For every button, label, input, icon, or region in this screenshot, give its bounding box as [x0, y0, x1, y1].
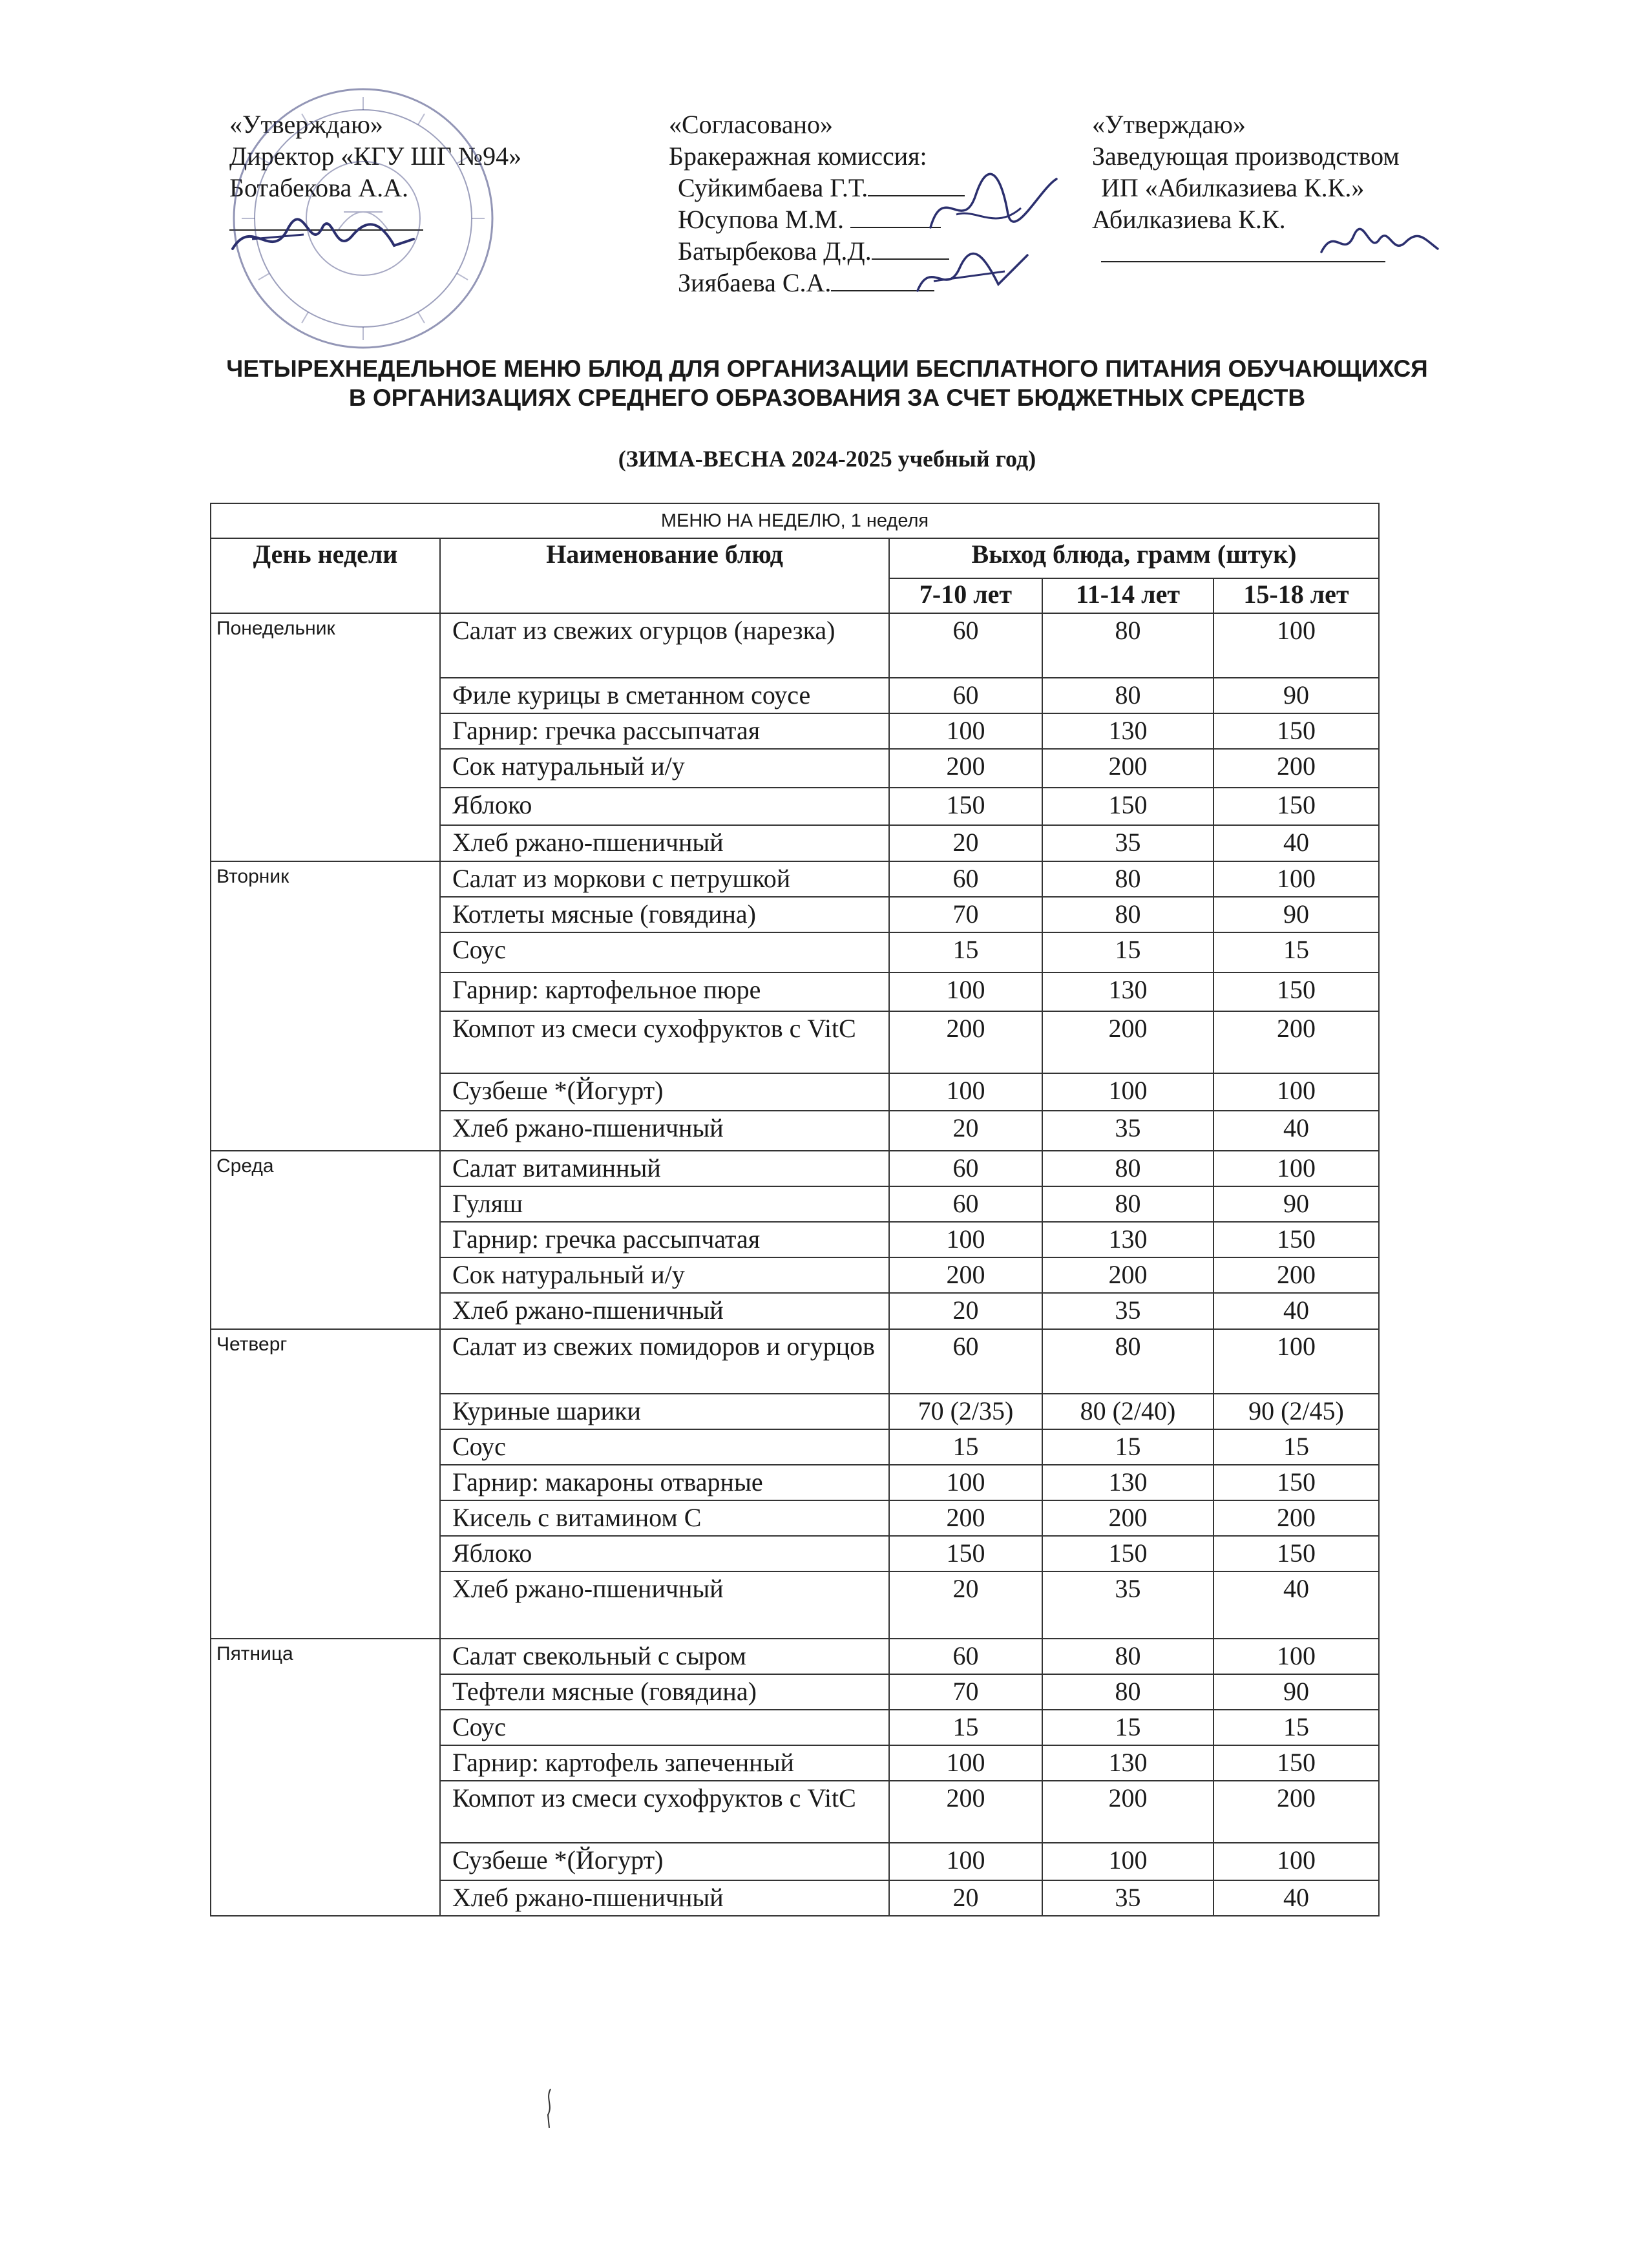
- portion-value-cell: 20: [889, 1111, 1042, 1151]
- header-age-group: 11-14 лет: [1042, 578, 1213, 613]
- portion-value-cell: 200: [1213, 1257, 1379, 1293]
- portion-value-cell: 100: [1213, 1073, 1379, 1111]
- header-age-group: 15-18 лет: [1213, 578, 1379, 613]
- portion-value-cell: 200: [1042, 749, 1213, 788]
- portion-value-cell: 80: [1042, 678, 1213, 713]
- dish-name-cell: Сузбеше *(Йогурт): [440, 1073, 889, 1111]
- portion-value-cell: 150: [1213, 972, 1379, 1011]
- signature-line: [1101, 235, 1385, 262]
- portion-value-cell: 35: [1042, 825, 1213, 861]
- header-yield: Выход блюда, грамм (штук): [889, 538, 1379, 578]
- portion-value-cell: 130: [1042, 1222, 1213, 1257]
- dish-name-cell: Гарнир: картофельное пюре: [440, 972, 889, 1011]
- portion-value-cell: 100: [1213, 613, 1379, 678]
- portion-value-cell: 90 (2/45): [1213, 1394, 1379, 1429]
- dish-name-cell: Хлеб ржано-пшеничный: [440, 1111, 889, 1151]
- day-of-week-cell: Понедельник: [211, 613, 440, 861]
- portion-value-cell: 100: [889, 1745, 1042, 1781]
- portion-value-cell: 80: [1042, 1151, 1213, 1186]
- portion-value-cell: 40: [1213, 1111, 1379, 1151]
- dish-name-cell: Сок натуральный и/у: [440, 749, 889, 788]
- portion-value-cell: 100: [1213, 861, 1379, 897]
- portion-value-cell: 90: [1213, 897, 1379, 932]
- approval-heading: «Согласовано»: [669, 110, 834, 139]
- portion-value-cell: 100: [1213, 1151, 1379, 1186]
- portion-value-cell: 60: [889, 861, 1042, 897]
- portion-value-cell: 70: [889, 897, 1042, 932]
- portion-value-cell: 200: [889, 1011, 1042, 1073]
- portion-value-cell: 40: [1213, 1293, 1379, 1329]
- header-age-group: 7-10 лет: [889, 578, 1042, 613]
- portion-value-cell: 150: [1042, 788, 1213, 825]
- dish-name-cell: Соус: [440, 932, 889, 972]
- portion-value-cell: 40: [1213, 1880, 1379, 1916]
- portion-value-cell: 90: [1213, 1674, 1379, 1710]
- portion-value-cell: 60: [889, 1151, 1042, 1186]
- signature-line: [850, 207, 941, 228]
- portion-value-cell: 70 (2/35): [889, 1394, 1042, 1429]
- table-row: [211, 861, 1379, 897]
- dish-name-cell: Сок натуральный и/у: [440, 1257, 889, 1293]
- dish-name-cell: Салат витаминный: [440, 1151, 889, 1186]
- portion-value-cell: 100: [1213, 1329, 1379, 1394]
- commission-label: Бракеражная комиссия:: [669, 142, 927, 171]
- portion-value-cell: 60: [889, 613, 1042, 678]
- portion-value-cell: 15: [1042, 932, 1213, 972]
- portion-value-cell: 130: [1042, 1465, 1213, 1500]
- dish-name-cell: Соус: [440, 1710, 889, 1745]
- portion-value-cell: 15: [1042, 1429, 1213, 1465]
- approval-director: [229, 109, 521, 238]
- portion-value-cell: 80: [1042, 1329, 1213, 1394]
- portion-value-cell: 20: [889, 825, 1042, 861]
- approval-commission: [669, 109, 965, 299]
- portion-value-cell: 40: [1213, 825, 1379, 861]
- day-of-week-cell: Пятница: [211, 1639, 440, 1916]
- day-of-week-cell: Вторник: [211, 861, 440, 1151]
- dish-name-cell: Филе курицы в сметанном соусе: [440, 678, 889, 713]
- table-row: [211, 1329, 1379, 1394]
- page-title: ЧЕТЫРЕХНЕДЕЛЬНОЕ МЕНЮ БЛЮД ДЛЯ ОРГАНИЗАЦИИ БЕСПЛАТНОГО ПИТАНИЯ ОБУЧАЮЩИХСЯ В ОРГАНИЗАЦИЯХ СРЕДНЕГО ОБРАЗОВАНИЯ ЗА СЧЕТ БЮДЖЕТНЫХ СРЕДСТВ: [226, 355, 1428, 411]
- header-day: День недели: [211, 538, 440, 613]
- approval-position: Директор «КГУ ШГ №94»: [229, 142, 522, 171]
- dish-name-cell: Компот из смеси сухофруктов с VitC: [440, 1011, 889, 1073]
- dish-name-cell: Гарнир: картофель запеченный: [440, 1745, 889, 1781]
- portion-value-cell: 130: [1042, 972, 1213, 1011]
- signature-line: [868, 176, 965, 196]
- dish-name-cell: Хлеб ржано-пшеничный: [440, 825, 889, 861]
- portion-value-cell: 100: [1042, 1843, 1213, 1880]
- portion-value-cell: 80: [1042, 861, 1213, 897]
- approval-name: Ботабекова А.А.: [229, 173, 409, 202]
- dish-name-cell: Компот из смеси сухофруктов с VitC: [440, 1781, 889, 1843]
- portion-value-cell: 150: [889, 788, 1042, 825]
- portion-value-cell: 15: [889, 1710, 1042, 1745]
- portion-value-cell: 100: [1213, 1843, 1379, 1880]
- portion-value-cell: 60: [889, 1639, 1042, 1674]
- portion-value-cell: 130: [1042, 713, 1213, 749]
- portion-value-cell: 35: [1042, 1571, 1213, 1639]
- day-of-week-cell: Среда: [211, 1151, 440, 1329]
- portion-value-cell: 200: [1213, 1781, 1379, 1843]
- header-dish: Наименование блюд: [440, 538, 889, 613]
- portion-value-cell: 90: [1213, 1186, 1379, 1222]
- portion-value-cell: 35: [1042, 1880, 1213, 1916]
- portion-value-cell: 150: [889, 1536, 1042, 1571]
- portion-value-cell: 70: [889, 1674, 1042, 1710]
- portion-value-cell: 200: [889, 749, 1042, 788]
- portion-value-cell: 20: [889, 1293, 1042, 1329]
- page-subtitle: (ЗИМА-ВЕСНА 2024-2025 учебный год): [618, 446, 1036, 472]
- dish-name-cell: Гарнир: гречка рассыпчатая: [440, 713, 889, 749]
- dish-name-cell: Хлеб ржано-пшеничный: [440, 1880, 889, 1916]
- portion-value-cell: 200: [1213, 1500, 1379, 1536]
- dish-name-cell: Салат из свежих огурцов (нарезка): [440, 613, 889, 678]
- table-row: [211, 613, 1379, 678]
- commission-member: Зиябаева С.А.: [678, 268, 832, 297]
- portion-value-cell: 40: [1213, 1571, 1379, 1639]
- portion-value-cell: 60: [889, 1186, 1042, 1222]
- portion-value-cell: 15: [1213, 1429, 1379, 1465]
- portion-value-cell: 130: [1042, 1745, 1213, 1781]
- portion-value-cell: 200: [1042, 1011, 1213, 1073]
- portion-value-cell: 15: [889, 1429, 1042, 1465]
- portion-value-cell: 200: [889, 1500, 1042, 1536]
- dish-name-cell: Котлеты мясные (говядина): [440, 897, 889, 932]
- portion-value-cell: 200: [1042, 1781, 1213, 1843]
- portion-value-cell: 15: [1042, 1710, 1213, 1745]
- dish-name-cell: Хлеб ржано-пшеничный: [440, 1571, 889, 1639]
- approval-manager: [1092, 109, 1400, 269]
- portion-value-cell: 100: [1042, 1073, 1213, 1111]
- dish-name-cell: Гарнир: гречка рассыпчатая: [440, 1222, 889, 1257]
- dish-name-cell: Хлеб ржано-пшеничный: [440, 1293, 889, 1329]
- dish-name-cell: Сузбеше *(Йогурт): [440, 1843, 889, 1880]
- dish-name-cell: Соус: [440, 1429, 889, 1465]
- portion-value-cell: 80: [1042, 613, 1213, 678]
- dish-name-cell: Тефтели мясные (говядина): [440, 1674, 889, 1710]
- portion-value-cell: 200: [889, 1781, 1042, 1843]
- portion-value-cell: 100: [889, 713, 1042, 749]
- approval-name: Абилказиева К.К.: [1092, 205, 1286, 234]
- table-row: [211, 1151, 1379, 1186]
- portion-value-cell: 90: [1213, 678, 1379, 713]
- portion-value-cell: 150: [1213, 1465, 1379, 1500]
- portion-value-cell: 15: [1213, 932, 1379, 972]
- portion-value-cell: 20: [889, 1571, 1042, 1639]
- portion-value-cell: 150: [1042, 1536, 1213, 1571]
- portion-value-cell: 80 (2/40): [1042, 1394, 1213, 1429]
- dish-name-cell: Салат из моркови с петрушкой: [440, 861, 889, 897]
- portion-value-cell: 100: [1213, 1639, 1379, 1674]
- commission-member: Юсупова М.М.: [678, 205, 844, 234]
- portion-value-cell: 35: [1042, 1111, 1213, 1151]
- portion-value-cell: 15: [889, 932, 1042, 972]
- portion-value-cell: 150: [1213, 788, 1379, 825]
- table-caption-row: [211, 503, 1379, 538]
- pen-mark-icon: [536, 2086, 562, 2131]
- dish-name-cell: Салат свекольный с сыром: [440, 1639, 889, 1674]
- portion-value-cell: 60: [889, 1329, 1042, 1394]
- table-caption: МЕНЮ НА НЕДЕЛЮ, 1 неделя: [211, 503, 1379, 538]
- menu-table: [210, 503, 1380, 1916]
- portion-value-cell: 100: [889, 972, 1042, 1011]
- portion-value-cell: 150: [1213, 1745, 1379, 1781]
- portion-value-cell: 100: [889, 1222, 1042, 1257]
- approval-heading: «Утверждаю»: [229, 110, 383, 139]
- portion-value-cell: 150: [1213, 1536, 1379, 1571]
- portion-value-cell: 150: [1213, 713, 1379, 749]
- dish-name-cell: Гуляш: [440, 1186, 889, 1222]
- approval-org: ИП «Абилказиева К.К.»: [1101, 173, 1365, 202]
- portion-value-cell: 80: [1042, 1639, 1213, 1674]
- portion-value-cell: 200: [1213, 749, 1379, 788]
- portion-value-cell: 200: [889, 1257, 1042, 1293]
- portion-value-cell: 80: [1042, 897, 1213, 932]
- portion-value-cell: 100: [889, 1073, 1042, 1111]
- portion-value-cell: 200: [1042, 1257, 1213, 1293]
- signature-line: [229, 204, 423, 231]
- day-of-week-cell: Четверг: [211, 1329, 440, 1639]
- signature-line: [831, 271, 934, 291]
- portion-value-cell: 20: [889, 1880, 1042, 1916]
- portion-value-cell: 80: [1042, 1186, 1213, 1222]
- portion-value-cell: 150: [1213, 1222, 1379, 1257]
- portion-value-cell: 200: [1213, 1011, 1379, 1073]
- dish-name-cell: Салат из свежих помидоров и огурцов: [440, 1329, 889, 1394]
- dish-name-cell: Гарнир: макароны отварные: [440, 1465, 889, 1500]
- approval-position: Заведующая производством: [1092, 142, 1400, 171]
- approval-heading: «Утверждаю»: [1092, 110, 1246, 139]
- portion-value-cell: 35: [1042, 1293, 1213, 1329]
- dish-name-cell: Яблоко: [440, 1536, 889, 1571]
- portion-value-cell: 60: [889, 678, 1042, 713]
- commission-member: Батырбекова Д.Д.: [678, 236, 872, 266]
- dish-name-cell: Яблоко: [440, 788, 889, 825]
- portion-value-cell: 80: [1042, 1674, 1213, 1710]
- dish-name-cell: Куриные шарики: [440, 1394, 889, 1429]
- commission-member: Суйкимбаева Г.Т.: [678, 173, 868, 202]
- portion-value-cell: 100: [889, 1465, 1042, 1500]
- portion-value-cell: 15: [1213, 1710, 1379, 1745]
- table-header-row: [211, 538, 1379, 578]
- portion-value-cell: 200: [1042, 1500, 1213, 1536]
- dish-name-cell: Кисель с витамином С: [440, 1500, 889, 1536]
- portion-value-cell: 100: [889, 1843, 1042, 1880]
- table-row: [211, 1639, 1379, 1674]
- approval-block: [0, 109, 1649, 341]
- signature-line: [872, 239, 949, 260]
